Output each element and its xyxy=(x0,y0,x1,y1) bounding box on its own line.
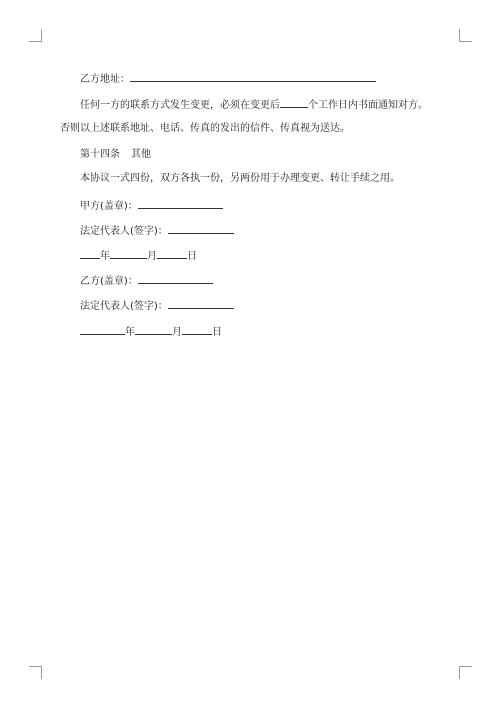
party-b-address-blank[interactable] xyxy=(130,70,376,82)
party-b-address-line xyxy=(80,70,376,87)
legal-rep-label-2: 法定代表人(签字)： xyxy=(80,301,168,312)
legal-rep-blank-2[interactable] xyxy=(168,297,234,309)
party-a-seal-line xyxy=(80,197,223,214)
article-14-number: 第十四条 xyxy=(80,149,120,160)
copies-line: 本协议一式四份，双方各执一份，另两份用于办理变更、转让手续之用。 xyxy=(80,173,400,184)
notice-change-line xyxy=(80,96,428,113)
date1-day-label: 日 xyxy=(187,251,197,262)
date-line-1 xyxy=(80,247,197,264)
date2-year-label: 年 xyxy=(125,327,135,338)
date2-year-blank[interactable] xyxy=(80,323,125,335)
legal-rep-label-1: 法定代表人(签字)： xyxy=(80,226,168,237)
notice-change-text-b: 个工作日内书面通知对方。 xyxy=(308,100,428,111)
party-b-seal-label: 乙方(盖章)： xyxy=(80,276,138,287)
date-line-2 xyxy=(80,323,222,340)
legal-rep-blank-1[interactable] xyxy=(168,222,234,234)
date2-day-label: 日 xyxy=(212,327,222,338)
party-a-seal-blank[interactable] xyxy=(138,197,223,209)
corner-mark-top-right xyxy=(459,29,472,42)
otherwise-line: 否则以上述联系地址、电话、传真的发出的信件、传真视为送达。 xyxy=(60,123,350,134)
party-b-seal-line xyxy=(80,272,213,289)
notice-change-text-a: 任何一方的联系方式发生变更，必须在变更后 xyxy=(80,100,280,111)
date1-day-blank[interactable] xyxy=(157,247,187,259)
notice-days-blank[interactable] xyxy=(280,96,308,108)
legal-rep-line-2 xyxy=(80,297,234,314)
date1-year-label: 年 xyxy=(100,251,110,262)
date2-day-blank[interactable] xyxy=(182,323,212,335)
article-14-subject: 其他 xyxy=(131,149,151,160)
corner-mark-top-left xyxy=(29,29,42,42)
date1-month-label: 月 xyxy=(147,251,157,262)
party-b-address-label: 乙方地址： xyxy=(80,74,130,85)
party-a-seal-label: 甲方(盖章)： xyxy=(80,201,138,212)
date2-month-blank[interactable] xyxy=(135,323,172,335)
date2-month-label: 月 xyxy=(172,327,182,338)
article-14-heading xyxy=(80,148,151,162)
date1-month-blank[interactable] xyxy=(110,247,147,259)
party-b-seal-blank[interactable] xyxy=(138,272,213,284)
date1-year-blank[interactable] xyxy=(80,247,100,259)
legal-rep-line-1 xyxy=(80,222,234,239)
corner-mark-bottom-left xyxy=(29,666,42,679)
corner-mark-bottom-right xyxy=(459,666,472,679)
